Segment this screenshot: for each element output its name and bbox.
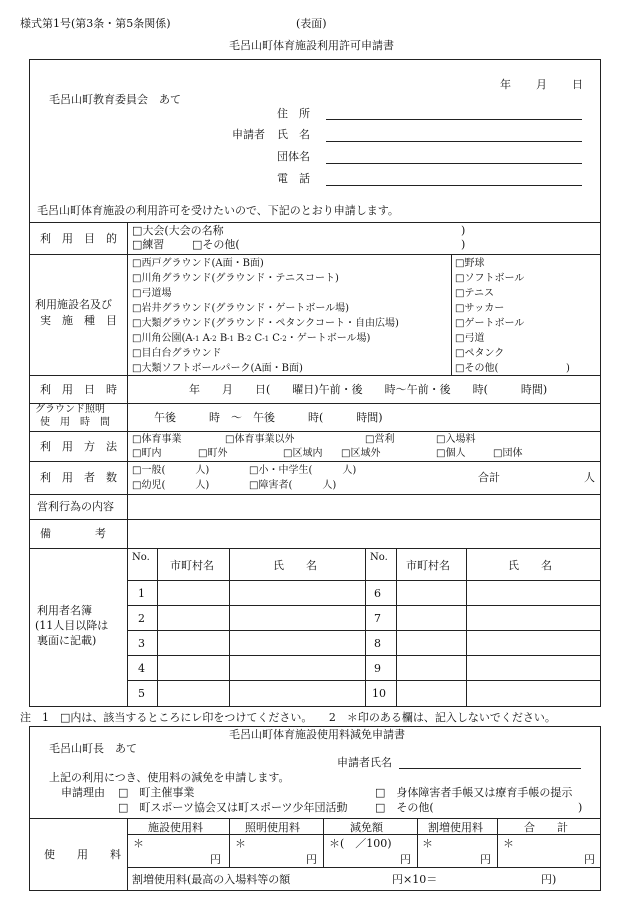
roster-row-number: 1 (138, 587, 145, 600)
reason-option[interactable]: □ その他( (375, 801, 434, 814)
purpose-close: ) (461, 224, 466, 237)
facility-option[interactable]: □弓道場 (132, 288, 172, 299)
footnote: 注 1 □内は、該当するところにレ印をつけてください。 2 ＊印のある欄は、記入しないでください。 (20, 711, 556, 724)
address-field[interactable] (326, 119, 582, 120)
date-month: 月 (536, 78, 547, 91)
facility-option-text: ・ゲートボール場) (286, 333, 371, 344)
sports-divider (451, 254, 452, 375)
exemption-statement: 上記の利用につき、使用料の減免を申請します。 (49, 771, 290, 784)
facility-option[interactable]: □大類グラウンド(グラウンド・ペタンクコート・自由広場) (132, 318, 399, 329)
phone-field[interactable] (326, 185, 582, 186)
reason-option[interactable]: □ 町スポーツ協会又は町スポーツ少年団活動 (118, 801, 348, 814)
roster-row-number: 2 (138, 612, 145, 625)
fee-header: 割増使用料 (428, 821, 483, 834)
roster-col-name: 氏 名 (273, 559, 317, 572)
roster-row-divider (127, 580, 601, 581)
roster-col-no: No. (132, 552, 150, 563)
facility-option[interactable]: □目白台グラウンド (132, 348, 222, 359)
fee-table-top (29, 818, 601, 819)
method-option[interactable]: □町外 (198, 448, 228, 459)
sport-close: ) (566, 363, 570, 374)
fee-header: 照明使用料 (245, 821, 300, 834)
fee-star-ratio: ＊( ／100) (329, 837, 392, 850)
fee-star: ＊ (235, 837, 246, 850)
reason-option[interactable]: □ 身体障害者手帳又は療育手帳の提示 (375, 786, 573, 799)
purpose-tournament-option[interactable]: □大会(大会の名称 (132, 224, 224, 237)
roster-col-divider (365, 548, 366, 707)
row-divider (29, 222, 601, 223)
surcharge-mid: 円×10＝ (392, 873, 438, 886)
fee-yen: 円 (480, 853, 491, 866)
row-divider (29, 494, 601, 495)
label-column-divider (127, 222, 128, 707)
sport-option[interactable]: □ソフトボール (455, 273, 525, 284)
roster-row-number: 4 (138, 662, 145, 675)
roster-col-divider (466, 548, 467, 707)
exemption-addressee: 毛呂山町長 あて (49, 742, 137, 755)
roster-row-number: 10 (372, 687, 386, 700)
facility-option[interactable]: □川角公園(A-1 A-2 B-1 B-2 C-1 C-2・ゲートボール場) (132, 333, 371, 344)
roster-label-line1: 利用者名簿 (37, 604, 92, 617)
name-label: 氏 名 (277, 128, 310, 141)
users-students[interactable]: □小・中学生( 人) (249, 465, 357, 476)
exemption-applicant-label: 申請者氏名 (337, 756, 392, 769)
facility-option-text: □川角公園(A (132, 333, 193, 344)
row-divider (29, 519, 601, 520)
name-field[interactable] (326, 141, 582, 142)
row-divider (29, 375, 601, 376)
method-option[interactable]: □営利 (365, 434, 395, 445)
form-number: 様式第1号(第3条・第5条関係) (20, 17, 171, 30)
fee-yen: 円 (584, 853, 595, 866)
method-option[interactable]: □体育事業以外 (225, 434, 295, 445)
roster-label-line3: 裏面に記載) (37, 634, 97, 647)
purpose-label: 利 用 目 的 (40, 232, 117, 245)
fee-star: ＊ (503, 837, 514, 850)
org-field[interactable] (326, 163, 582, 164)
fee-header: 施設使用料 (148, 821, 203, 834)
facility-label-line1: 利用施設名及び (35, 298, 112, 311)
row-divider (29, 254, 601, 255)
datetime-text[interactable]: 年 月 日( 曜日)午前・後 時〜午前・後 時( 時間) (189, 383, 548, 396)
roster-label-line2: (11人目以降は (35, 619, 109, 632)
roster-row-divider (127, 655, 601, 656)
profit-label: 営利行為の内容 (37, 500, 114, 513)
date-year: 年 (500, 78, 511, 91)
fee-label-divider (127, 818, 128, 891)
application-statement: 毛呂山町体育施設の利用許可を受けたいので、下記のとおり申請します。 (37, 204, 399, 217)
users-general[interactable]: □一般( 人) (132, 465, 210, 476)
side-label: (表面) (296, 17, 327, 30)
roster-row-divider (127, 630, 601, 631)
roster-row-number: 9 (374, 662, 381, 675)
phone-label: 電 話 (277, 172, 310, 185)
fee-yen: 円 (306, 853, 317, 866)
fee-header: 減免額 (350, 821, 383, 834)
roster-col-divider (396, 548, 397, 707)
row-divider (29, 548, 601, 549)
users-total-unit: 人 (584, 471, 595, 484)
lighting-text[interactable]: 午後 時 〜 午後 時( 時間) (154, 411, 383, 424)
row-divider (29, 403, 601, 404)
row-divider (29, 431, 601, 432)
roster-col-divider (229, 548, 230, 707)
address-label: 住 所 (277, 107, 310, 120)
roster-row-number: 3 (138, 637, 145, 650)
remarks-label: 備 考 (40, 527, 106, 540)
surcharge-end: 円) (541, 873, 557, 886)
fee-header-divider (127, 834, 601, 835)
method-option[interactable]: □個人 (436, 448, 466, 459)
sport-option[interactable]: □ペタンク (455, 348, 505, 359)
fee-col-divider (497, 818, 498, 867)
roster-row-number: 7 (374, 612, 381, 625)
fee-yen: 円 (210, 853, 221, 866)
method-option[interactable]: □団体 (493, 448, 523, 459)
facility-option[interactable]: □川角グラウンド(グラウンド・テニスコート) (132, 273, 339, 284)
method-option[interactable]: □体育事業 (132, 434, 182, 445)
roster-col-divider (157, 548, 158, 707)
roster-row-divider (127, 605, 601, 606)
fee-label: 使 用 料 (44, 848, 121, 861)
row-divider (29, 461, 601, 462)
org-label: 団体名 (277, 150, 310, 163)
facility-option[interactable]: □岩井グラウンド(グラウンド・ゲートボール場) (132, 303, 350, 314)
method-option[interactable]: □区域外 (341, 448, 381, 459)
fee-star: ＊ (422, 837, 433, 850)
method-option[interactable]: □入場料 (436, 434, 476, 445)
users-disabled[interactable]: □障害者( 人) (249, 480, 337, 491)
reason-option[interactable]: □ 町主催事業 (118, 786, 195, 799)
method-label: 利 用 方 法 (40, 440, 117, 453)
sport-option[interactable]: □ゲートボール (455, 318, 525, 329)
fee-col-divider (229, 818, 230, 867)
purpose-practice-option[interactable]: □練習 (132, 238, 165, 251)
surcharge-text: 割増使用料(最高の入場料等の額 (132, 873, 291, 886)
method-option[interactable]: □町内 (132, 448, 162, 459)
page-title: 毛呂山町体育施設利用許可申請書 (229, 39, 394, 52)
facility-label-line2: 実 施 種 目 (40, 314, 117, 327)
fee-header: 合 計 (524, 821, 568, 834)
exemption-title: 毛呂山町体育施設使用料減免申請書 (229, 728, 405, 741)
users-infants[interactable]: □幼児( 人) (132, 480, 210, 491)
roster-col-name: 氏 名 (508, 559, 552, 572)
addressee: 毛呂山町教育委員会 あて (49, 93, 181, 106)
applicant-label: 申請者 (232, 128, 265, 141)
date-day: 日 (572, 78, 583, 91)
roster-col-town: 市町村名 (170, 559, 214, 572)
purpose-close: ) (461, 238, 466, 251)
purpose-other-option[interactable]: □その他( (192, 238, 240, 251)
exemption-applicant-field[interactable] (399, 768, 581, 769)
sport-option[interactable]: □弓道 (455, 333, 485, 344)
fee-yen: 円 (400, 853, 411, 866)
fee-row-divider (127, 867, 601, 868)
roster-row-number: 6 (374, 587, 381, 600)
fee-col-divider (417, 818, 418, 867)
reason-close: ) (578, 801, 583, 814)
roster-row-divider (127, 680, 601, 681)
users-count-label: 利 用 者 数 (40, 471, 117, 484)
roster-col-town: 市町村名 (406, 559, 450, 572)
roster-row-number: 8 (374, 637, 381, 650)
fee-col-divider (323, 818, 324, 867)
roster-row-number: 5 (138, 687, 145, 700)
sport-option[interactable]: □野球 (455, 258, 485, 269)
facility-option[interactable]: □大類ソフトボールパーク(A面・B面) (132, 363, 303, 374)
lighting-label-line2: 使 用 時 間 (40, 417, 110, 428)
method-option[interactable]: □区域内 (283, 448, 323, 459)
sport-option[interactable]: □その他( (455, 363, 499, 374)
sport-option[interactable]: □テニス (455, 288, 495, 299)
fee-star: ＊ (133, 837, 144, 850)
lighting-label-line1: グラウンド照明 (35, 404, 105, 415)
datetime-label: 利 用 日 時 (40, 383, 117, 396)
sport-option[interactable]: □サッカー (455, 303, 505, 314)
facility-option[interactable]: □西戸グラウンド(A面・B面) (132, 258, 264, 269)
users-total-label: 合計 (478, 471, 500, 484)
roster-col-no: No. (370, 552, 388, 563)
reason-label: 申請理由 (61, 786, 105, 799)
